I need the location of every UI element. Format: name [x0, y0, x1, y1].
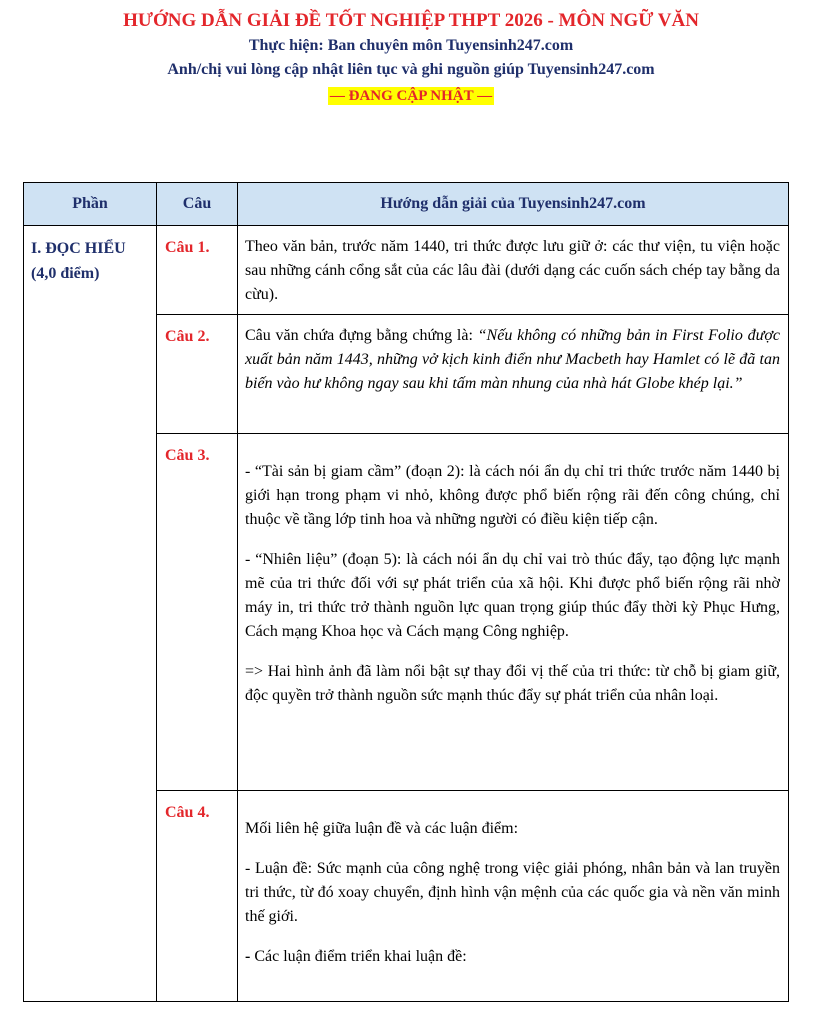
source-note: Anh/chị vui lòng cập nhật liên tục và ghi nguồn giúp Tuyensinh247.com: [167, 61, 655, 78]
col-header-question: Câu: [157, 183, 238, 226]
answer-text: - Luận đề: Sức mạnh của công nghệ trong việc giải phóng, nhân bản và lan truyền tri thức, từ đó xoay chuyển, định hình vận mệnh của các quốc gia và nền văn minh thế giới.: [245, 860, 780, 926]
part-name: I. ĐỌC HIỂU: [31, 240, 126, 257]
part-points: (4,0 điểm): [31, 265, 100, 282]
bullet-dash: -: [245, 948, 251, 966]
answer-text: - “Tài sản bị giam cầm” (đoạn 2): là cách nói ẩn dụ chỉ tri thức trước năm 1440 bị giới hạn trong phạm vi nhỏ, không được phổ biến rộng rãi đến công chúng, chỉ thuộc về tầng lớp tinh hoa và những người có điều kiện tiếp cận.: [245, 462, 780, 528]
col-header-part: Phần: [24, 183, 157, 226]
answer-cell: [238, 315, 789, 434]
answer-text: => Hai hình ảnh đã làm nổi bật sự thay đổi vị thế của tri thức: từ chỗ bị giam giữ, độc quyền trở thành nguồn sức mạnh thúc đẩy sự phát triển của nhân loại.: [245, 662, 780, 704]
question-label: Câu 4.: [157, 791, 238, 1002]
answer-text: - “Nhiên liệu” (đoạn 5): là cách nói ẩn dụ chỉ vai trò thúc đẩy, tạo động lực mạnh mẽ của tri thức đối với sự phát triển của xã hội. Khi được phổ biến rộng rãi nhờ máy in, tri thức trở thành nguồn lực quan trọng giúp thúc đẩy thời kỳ Phục Hưng, Cách mạng Khoa học và Cách mạng Công nghiệp.: [245, 550, 780, 640]
part-cell: [24, 226, 157, 1002]
answer-text: Theo văn bản, trước năm 1440, tri thức được lưu giữ ở: các thư viện, tu viện hoặc sau những cánh cổng sắt của các lâu đài (dưới dạng các cuốn sách chép tay bằng da cừu).: [245, 238, 780, 303]
table-row: [24, 226, 789, 315]
answer-table: [23, 182, 789, 1002]
answer-lead: Câu văn chứa đựng bằng chứng là:: [245, 327, 478, 345]
document-title: HƯỚNG DẪN GIẢI ĐỀ TỐT NGHIỆP THPT 2026 - MÔN NGỮ VĂN: [123, 10, 699, 31]
answer-text-part: Các luận điểm triển khai luận đề:: [250, 948, 467, 966]
answer-cell: [238, 226, 789, 315]
document-header: [0, 8, 822, 107]
question-label: Câu 2.: [157, 315, 238, 434]
answer-cell: [238, 791, 789, 1002]
col-header-guide: Hướng dẫn giải của Tuyensinh247.com: [238, 183, 789, 226]
table-header-row: [24, 183, 789, 226]
answer-quote: “Nếu không có những bản in First Folio được xuất bản năm 1443, những vở kịch kinh điển như Macbeth hay Hamlet có lẽ đã tan biến vào hư không ngay sau khi tấm màn nhung của nhà hát Globe khép lại.”: [245, 327, 780, 393]
status-badge: — ĐANG CẬP NHẬT —: [329, 88, 493, 104]
question-label: Câu 3.: [157, 433, 238, 791]
answer-text: Mối liên hệ giữa luận đề và các luận điểm:: [245, 820, 519, 838]
author-line: Thực hiện: Ban chuyên môn Tuyensinh247.com: [248, 37, 574, 54]
answer-cell: [238, 433, 789, 791]
answer-text: [245, 945, 780, 969]
question-label: Câu 1.: [157, 226, 238, 315]
status-line: [0, 85, 822, 107]
answer-text: [245, 324, 780, 396]
